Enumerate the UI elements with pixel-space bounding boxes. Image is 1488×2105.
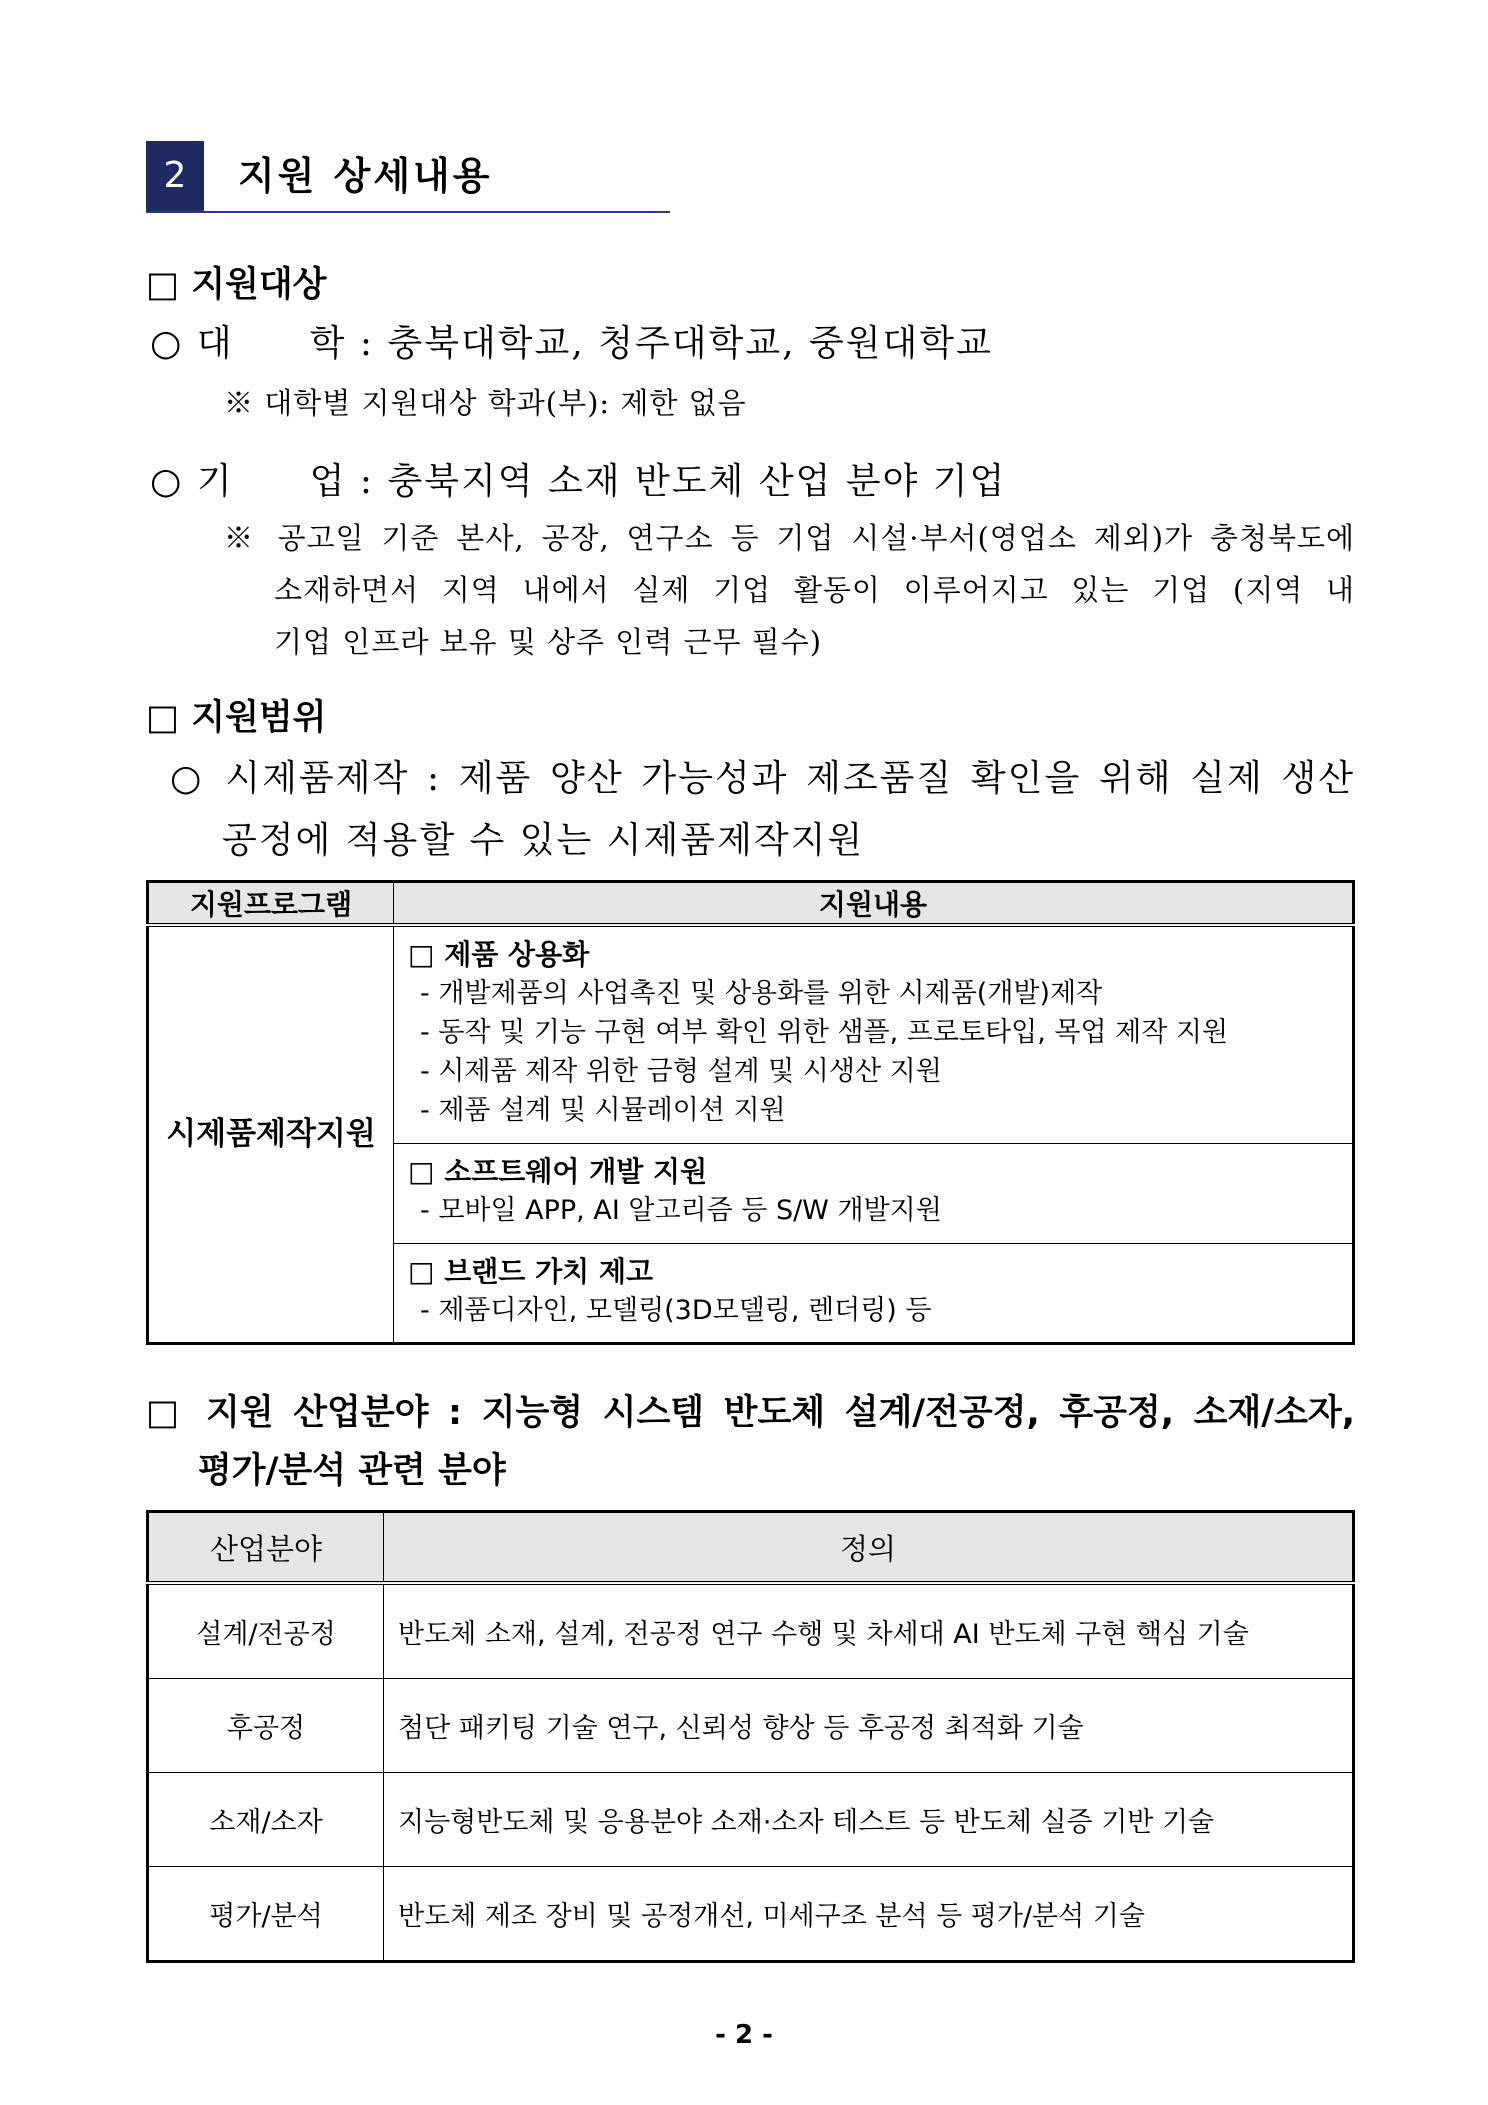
table-header-row xyxy=(148,1512,1354,1584)
section-header xyxy=(146,141,670,213)
definition-cell: 지능형반도체 및 응용분야 소재·소자 테스트 등 반도체 실증 기반 기술 xyxy=(384,1773,1354,1867)
company-note-line-1: ※ 공고일 기준 본사, 공장, 연구소 등 기업 시설·부서(영업소 제외)가 충청북도에 xyxy=(224,521,1355,555)
field-cell: 설계/전공정 xyxy=(148,1583,384,1679)
university-label: ○ 대 학 : xyxy=(150,323,374,364)
company-note-line-3: 기업 인프라 보유 및 상주 인력 근무 필수) xyxy=(274,625,823,659)
university-row xyxy=(150,315,993,366)
target-heading: □ 지원대상 xyxy=(146,265,327,305)
support-program-table xyxy=(146,880,1355,1345)
group-title: □ 브랜드 가치 제고 xyxy=(408,1254,654,1288)
field-cell: 소재/소자 xyxy=(148,1773,384,1867)
group-item: - 제품 설계 및 시뮬레이션 지원 xyxy=(420,1095,786,1126)
industry-heading-line-2: 평가/분석 관련 분야 xyxy=(198,1451,506,1491)
table-row xyxy=(148,1867,1354,1962)
company-value: 충북지역 소재 반도체 산업 분야 기업 xyxy=(387,461,1007,502)
content-cell xyxy=(394,1243,1354,1343)
university-value: 충북대학교, 청주대학교, 중원대학교 xyxy=(387,323,993,364)
scope-line-1: ○ 시제품제작 : 제품 양산 가능성과 제조품질 확인을 위해 실제 생산 xyxy=(170,758,1355,799)
group-item: - 제품디자인, 모델링(3D모델링, 렌더링) 등 xyxy=(420,1294,932,1326)
scope-heading: □ 지원범위 xyxy=(146,698,327,738)
group-item: - 개발제품의 사업촉진 및 상용화를 위한 시제품(개발)제작 xyxy=(420,978,1103,1009)
header-definition: 정의 xyxy=(384,1512,1354,1584)
company-note-line-2: 소재하면서 지역 내에서 실제 기업 활동이 이루어지고 있는 기업 (지역 내 xyxy=(274,573,1355,607)
header-field: 산업분야 xyxy=(148,1512,384,1584)
group-item: - 시제품 제작 위한 금형 설계 및 시생산 지원 xyxy=(420,1056,942,1087)
content-cell xyxy=(394,925,1354,1143)
page-number: - 2 - xyxy=(715,2020,773,2050)
header-program: 지원프로그램 xyxy=(148,882,394,926)
program-cell: 시제품제작지원 xyxy=(148,925,394,1343)
group-item: - 동작 및 기능 구현 여부 확인 위한 샘플, 프로토타입, 목업 제작 지원 xyxy=(420,1017,1229,1048)
field-cell: 후공정 xyxy=(148,1679,384,1773)
header-content: 지원내용 xyxy=(394,882,1354,926)
field-cell: 평가/분석 xyxy=(148,1867,384,1962)
section-number: 2 xyxy=(146,141,204,211)
group-item: - 모바일 APP, AI 알고리즘 등 S/W 개발지원 xyxy=(420,1194,942,1226)
group-title: □ 제품 상용화 xyxy=(408,938,590,971)
definition-cell: 반도체 소재, 설계, 전공정 연구 수행 및 차세대 AI 반도체 구현 핵심 기술 xyxy=(384,1583,1354,1679)
table-header-row xyxy=(148,882,1354,926)
table-row xyxy=(148,1773,1354,1867)
company-row xyxy=(150,453,1006,504)
section-title: 지원 상세내용 xyxy=(238,154,493,198)
industry-table xyxy=(146,1510,1355,1963)
definition-cell: 반도체 제조 장비 및 공정개선, 미세구조 분석 등 평가/분석 기술 xyxy=(384,1867,1354,1962)
table-row xyxy=(148,1583,1354,1679)
scope-line-2: 공정에 적용할 수 있는 시제품제작지원 xyxy=(222,820,865,861)
university-note: ※ 대학별 지원대상 학과(부): 제한 없음 xyxy=(224,386,747,420)
group-title: □ 소프트웨어 개발 지원 xyxy=(408,1154,708,1188)
company-label: ○ 기 업 : xyxy=(150,461,374,502)
definition-cell: 첨단 패키팅 기술 연구, 신뢰성 향상 등 후공정 최적화 기술 xyxy=(384,1679,1354,1773)
table-row xyxy=(148,1679,1354,1773)
content-cell xyxy=(394,1143,1354,1243)
table-row xyxy=(148,925,1354,1143)
industry-heading-line-1: □ 지원 산업분야 : 지능형 시스템 반도체 설계/전공정, 후공정, 소재/소자, xyxy=(146,1393,1355,1433)
